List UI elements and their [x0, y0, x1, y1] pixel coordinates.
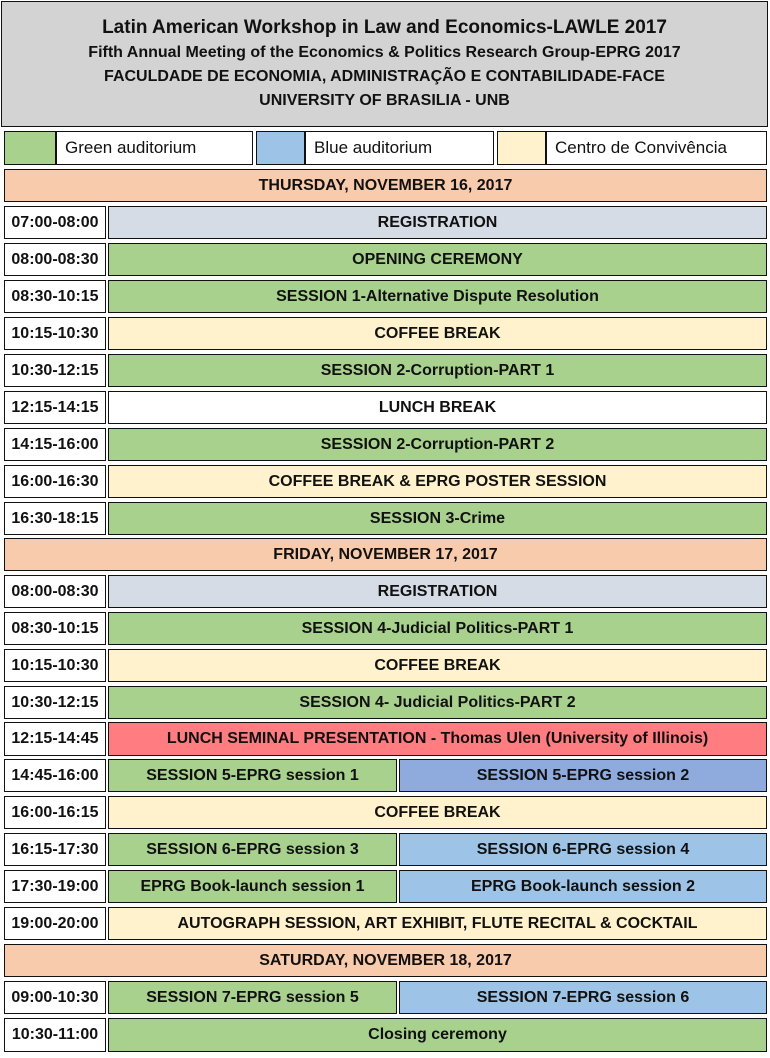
event-registration: REGISTRATION [108, 575, 767, 608]
day-header-saturday: SATURDAY, NOVEMBER 18, 2017 [4, 944, 767, 977]
schedule-header [1, 1, 768, 127]
time-slot: 10:30-12:15 [4, 354, 106, 387]
legend-label-blue: Blue auditorium [305, 131, 494, 165]
time-slot: 14:15-16:00 [4, 428, 106, 461]
time-slot: 19:00-20:00 [4, 907, 106, 940]
event-session: SESSION 2-Corruption-PART 2 [108, 428, 767, 461]
time-slot: 08:30-10:15 [4, 612, 106, 645]
event-book-launch-blue: EPRG Book-launch session 2 [399, 870, 767, 903]
event-opening-ceremony: OPENING CEREMONY [108, 243, 767, 276]
day-header-friday: FRIDAY, NOVEMBER 17, 2017 [4, 538, 767, 571]
event-session-blue: SESSION 6-EPRG session 4 [399, 833, 767, 866]
time-slot: 12:15-14:45 [4, 722, 106, 756]
event-session-green: SESSION 7-EPRG session 5 [108, 981, 397, 1014]
legend-label-green: Green auditorium [56, 131, 253, 165]
event-session: SESSION 2-Corruption-PART 1 [108, 354, 767, 387]
legend-swatch-blue [256, 131, 305, 165]
time-slot: 16:30-18:15 [4, 502, 106, 535]
legend-swatch-green [4, 131, 56, 165]
time-slot: 10:30-12:15 [4, 686, 106, 719]
time-slot: 08:00-08:30 [4, 243, 106, 276]
time-slot: 10:15-10:30 [4, 317, 106, 350]
event-closing-ceremony: Closing ceremony [108, 1018, 767, 1052]
time-slot: 07:00-08:00 [4, 206, 106, 239]
event-session-blue: SESSION 7-EPRG session 6 [399, 981, 767, 1014]
time-slot: 16:15-17:30 [4, 833, 106, 866]
event-session: SESSION 4- Judicial Politics-PART 2 [108, 686, 767, 719]
event-session: SESSION 3-Crime [108, 502, 767, 535]
time-slot: 17:30-19:00 [4, 870, 106, 903]
time-slot: 16:00-16:15 [4, 796, 106, 829]
event-coffee-break: COFFEE BREAK [108, 796, 767, 829]
event-lunch-seminal-presentation: LUNCH SEMINAL PRESENTATION - Thomas Ulen (University of Illinois) [108, 722, 767, 756]
event-book-launch-green: EPRG Book-launch session 1 [108, 870, 397, 903]
event-session: SESSION 1-Alternative Dispute Resolution [108, 280, 767, 313]
legend-swatch-beige [497, 131, 546, 165]
header-faculty: FACULDADE DE ECONOMIA, ADMINISTRAÇÃO E CONTABILIDADE-FACE [104, 68, 665, 85]
header-title: Latin American Workshop in Law and Economics-LAWLE 2017 [102, 17, 667, 38]
event-coffee-break: COFFEE BREAK [108, 649, 767, 682]
event-registration: REGISTRATION [108, 206, 767, 239]
time-slot: 12:15-14:15 [4, 391, 106, 424]
event-autograph-session: AUTOGRAPH SESSION, ART EXHIBIT, FLUTE RECITAL & COCKTAIL [108, 907, 767, 940]
event-lunch-break: LUNCH BREAK [108, 391, 767, 424]
time-slot: 14:45-16:00 [4, 759, 106, 792]
time-slot: 16:00-16:30 [4, 465, 106, 498]
event-session-green: SESSION 5-EPRG session 1 [108, 759, 397, 792]
time-slot: 09:00-10:30 [4, 981, 106, 1014]
time-slot: 08:30-10:15 [4, 280, 106, 313]
header-subtitle: Fifth Annual Meeting of the Economics & Politics Research Group-EPRG 2017 [88, 44, 681, 61]
time-slot: 10:15-10:30 [4, 649, 106, 682]
time-slot: 08:00-08:30 [4, 575, 106, 608]
event-coffee-break: COFFEE BREAK [108, 317, 767, 350]
header-university: UNIVERSITY OF BRASILIA - UNB [259, 92, 510, 109]
legend-label-beige: Centro de Convivência [546, 131, 767, 165]
event-session: SESSION 4-Judicial Politics-PART 1 [108, 612, 767, 645]
day-header-thursday: THURSDAY, NOVEMBER 16, 2017 [4, 169, 767, 202]
event-session-blue: SESSION 5-EPRG session 2 [399, 759, 767, 792]
event-session-green: SESSION 6-EPRG session 3 [108, 833, 397, 866]
time-slot: 10:30-11:00 [4, 1018, 106, 1052]
event-coffee-poster: COFFEE BREAK & EPRG POSTER SESSION [108, 465, 767, 498]
